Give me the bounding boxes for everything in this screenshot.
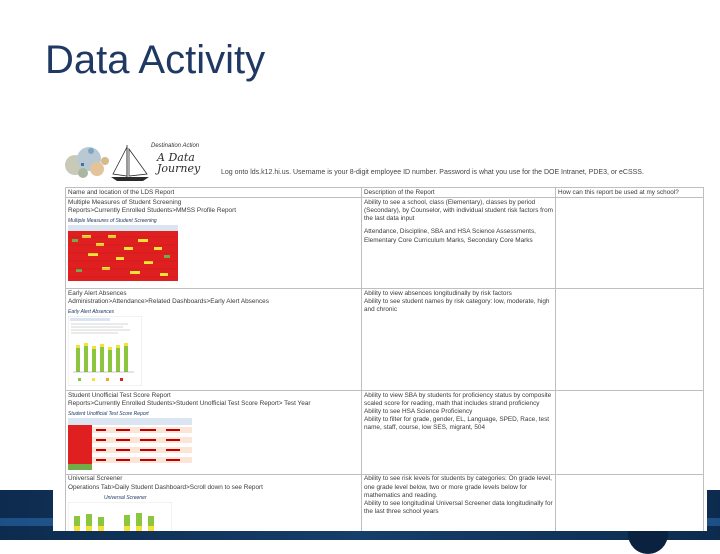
report-description-cell	[362, 289, 556, 391]
report-use-cell[interactable]	[556, 289, 704, 391]
report-name-cell	[66, 391, 362, 475]
report-use-cell[interactable]	[556, 198, 704, 289]
thumb-title: Universal Screener	[104, 494, 147, 501]
logo-brand-line1: A Data	[157, 151, 195, 164]
header-description: Description of the Report	[362, 188, 556, 198]
table-row	[66, 198, 704, 289]
header-use: How can this report be used at my school?	[556, 188, 704, 198]
test-score-thumbnail	[68, 410, 359, 473]
logo-graphic	[63, 141, 153, 187]
thumb-title: Multiple Measures of Student Screening	[68, 218, 157, 225]
thumb-title: Student Unofficial Test Score Report	[68, 410, 149, 417]
header-name: Name and location of the LDS Report	[66, 188, 362, 198]
report-use-cell[interactable]	[556, 474, 704, 531]
report-name: Universal Screener	[68, 475, 123, 483]
embedded-document	[53, 131, 707, 531]
logo-brand-line2: Journey	[157, 162, 201, 175]
lds-report-table	[65, 187, 704, 531]
report-description-cell	[362, 474, 556, 531]
early-alert-chart-image	[68, 316, 142, 386]
report-description-cell	[362, 198, 556, 289]
report-name-cell	[66, 474, 362, 531]
table-row	[66, 391, 704, 475]
report-name-cell	[66, 198, 362, 289]
test-score-table-image	[68, 418, 192, 470]
report-name: Student Unofficial Test Score Report	[68, 391, 171, 399]
mmss-heatmap-image	[68, 225, 178, 281]
description-text: Ability to see HSA Science Proficiency	[364, 407, 473, 415]
logo-tagline: Destination Action	[151, 143, 200, 149]
table-row	[66, 289, 704, 391]
description-text: Ability to see a school, class (Elementary), classes by period (Secondary), by Counselor, with individual student risk factors from the last data input	[364, 198, 553, 223]
screener-chart-image	[68, 502, 172, 531]
report-path: Administration>Attendance>Related Dashboards>Early Alert Absences	[68, 297, 269, 305]
description-text: Ability to view SBA by students for proficiency status by composite scaled score for reading, math that includes strand proficiency	[364, 391, 552, 407]
report-path: Reports>Currently Enrolled Students>MMSS Profile Report	[68, 206, 237, 214]
report-name: Early Alert Absences	[68, 289, 127, 297]
description-text: Attendance, Discipline, SBA and HSA Science Assessments, Elementary Core Curriculum Marks, Secondary Core Marks	[364, 228, 536, 244]
mmss-thumbnail	[68, 217, 359, 284]
screener-thumbnail	[68, 494, 359, 531]
description-text: Ability to see student names by risk category: low, moderate, high and chronic	[364, 297, 550, 314]
description-text: Ability to see longitudinal Universal Screener data longitudinally for the last three school years	[364, 499, 553, 516]
data-journey-logo	[63, 141, 213, 187]
description-text: Ability to see risk levels for students by categories: On grade level, one grade level below, two or more grade levels below for mathematics and reading.	[364, 475, 552, 499]
early-alert-thumbnail	[68, 308, 359, 389]
report-name: Multiple Measures of Student Screening	[68, 198, 182, 206]
table-row	[66, 474, 704, 531]
slide-title: Data Activity	[45, 38, 266, 82]
table-header-row	[66, 188, 704, 198]
report-path: Reports>Currently Enrolled Students>Student Unofficial Test Score Report> Test Year	[68, 399, 311, 407]
report-name-cell	[66, 289, 362, 391]
thumb-title: Early Alert Absences	[68, 309, 115, 316]
description-text: Ability to view absences longitudinally by risk factors	[364, 289, 512, 297]
report-use-cell[interactable]	[556, 391, 704, 475]
report-description-cell	[362, 391, 556, 475]
description-text: Ability to filter for grade, gender, EL, Language, SPED, Race, test name, staff, course, low SES, migrant, 504	[364, 416, 550, 432]
report-path: Operations Tab>Daily Student Dashboard>Scroll down to see Report	[68, 483, 263, 491]
login-instructions: Log onto lds.k12.hi.us. Username is your 8-digit employee ID number. Password is what you use for the DOE Intranet, PDE3, or eCSSS.	[221, 169, 644, 176]
logo-brand	[157, 152, 200, 174]
